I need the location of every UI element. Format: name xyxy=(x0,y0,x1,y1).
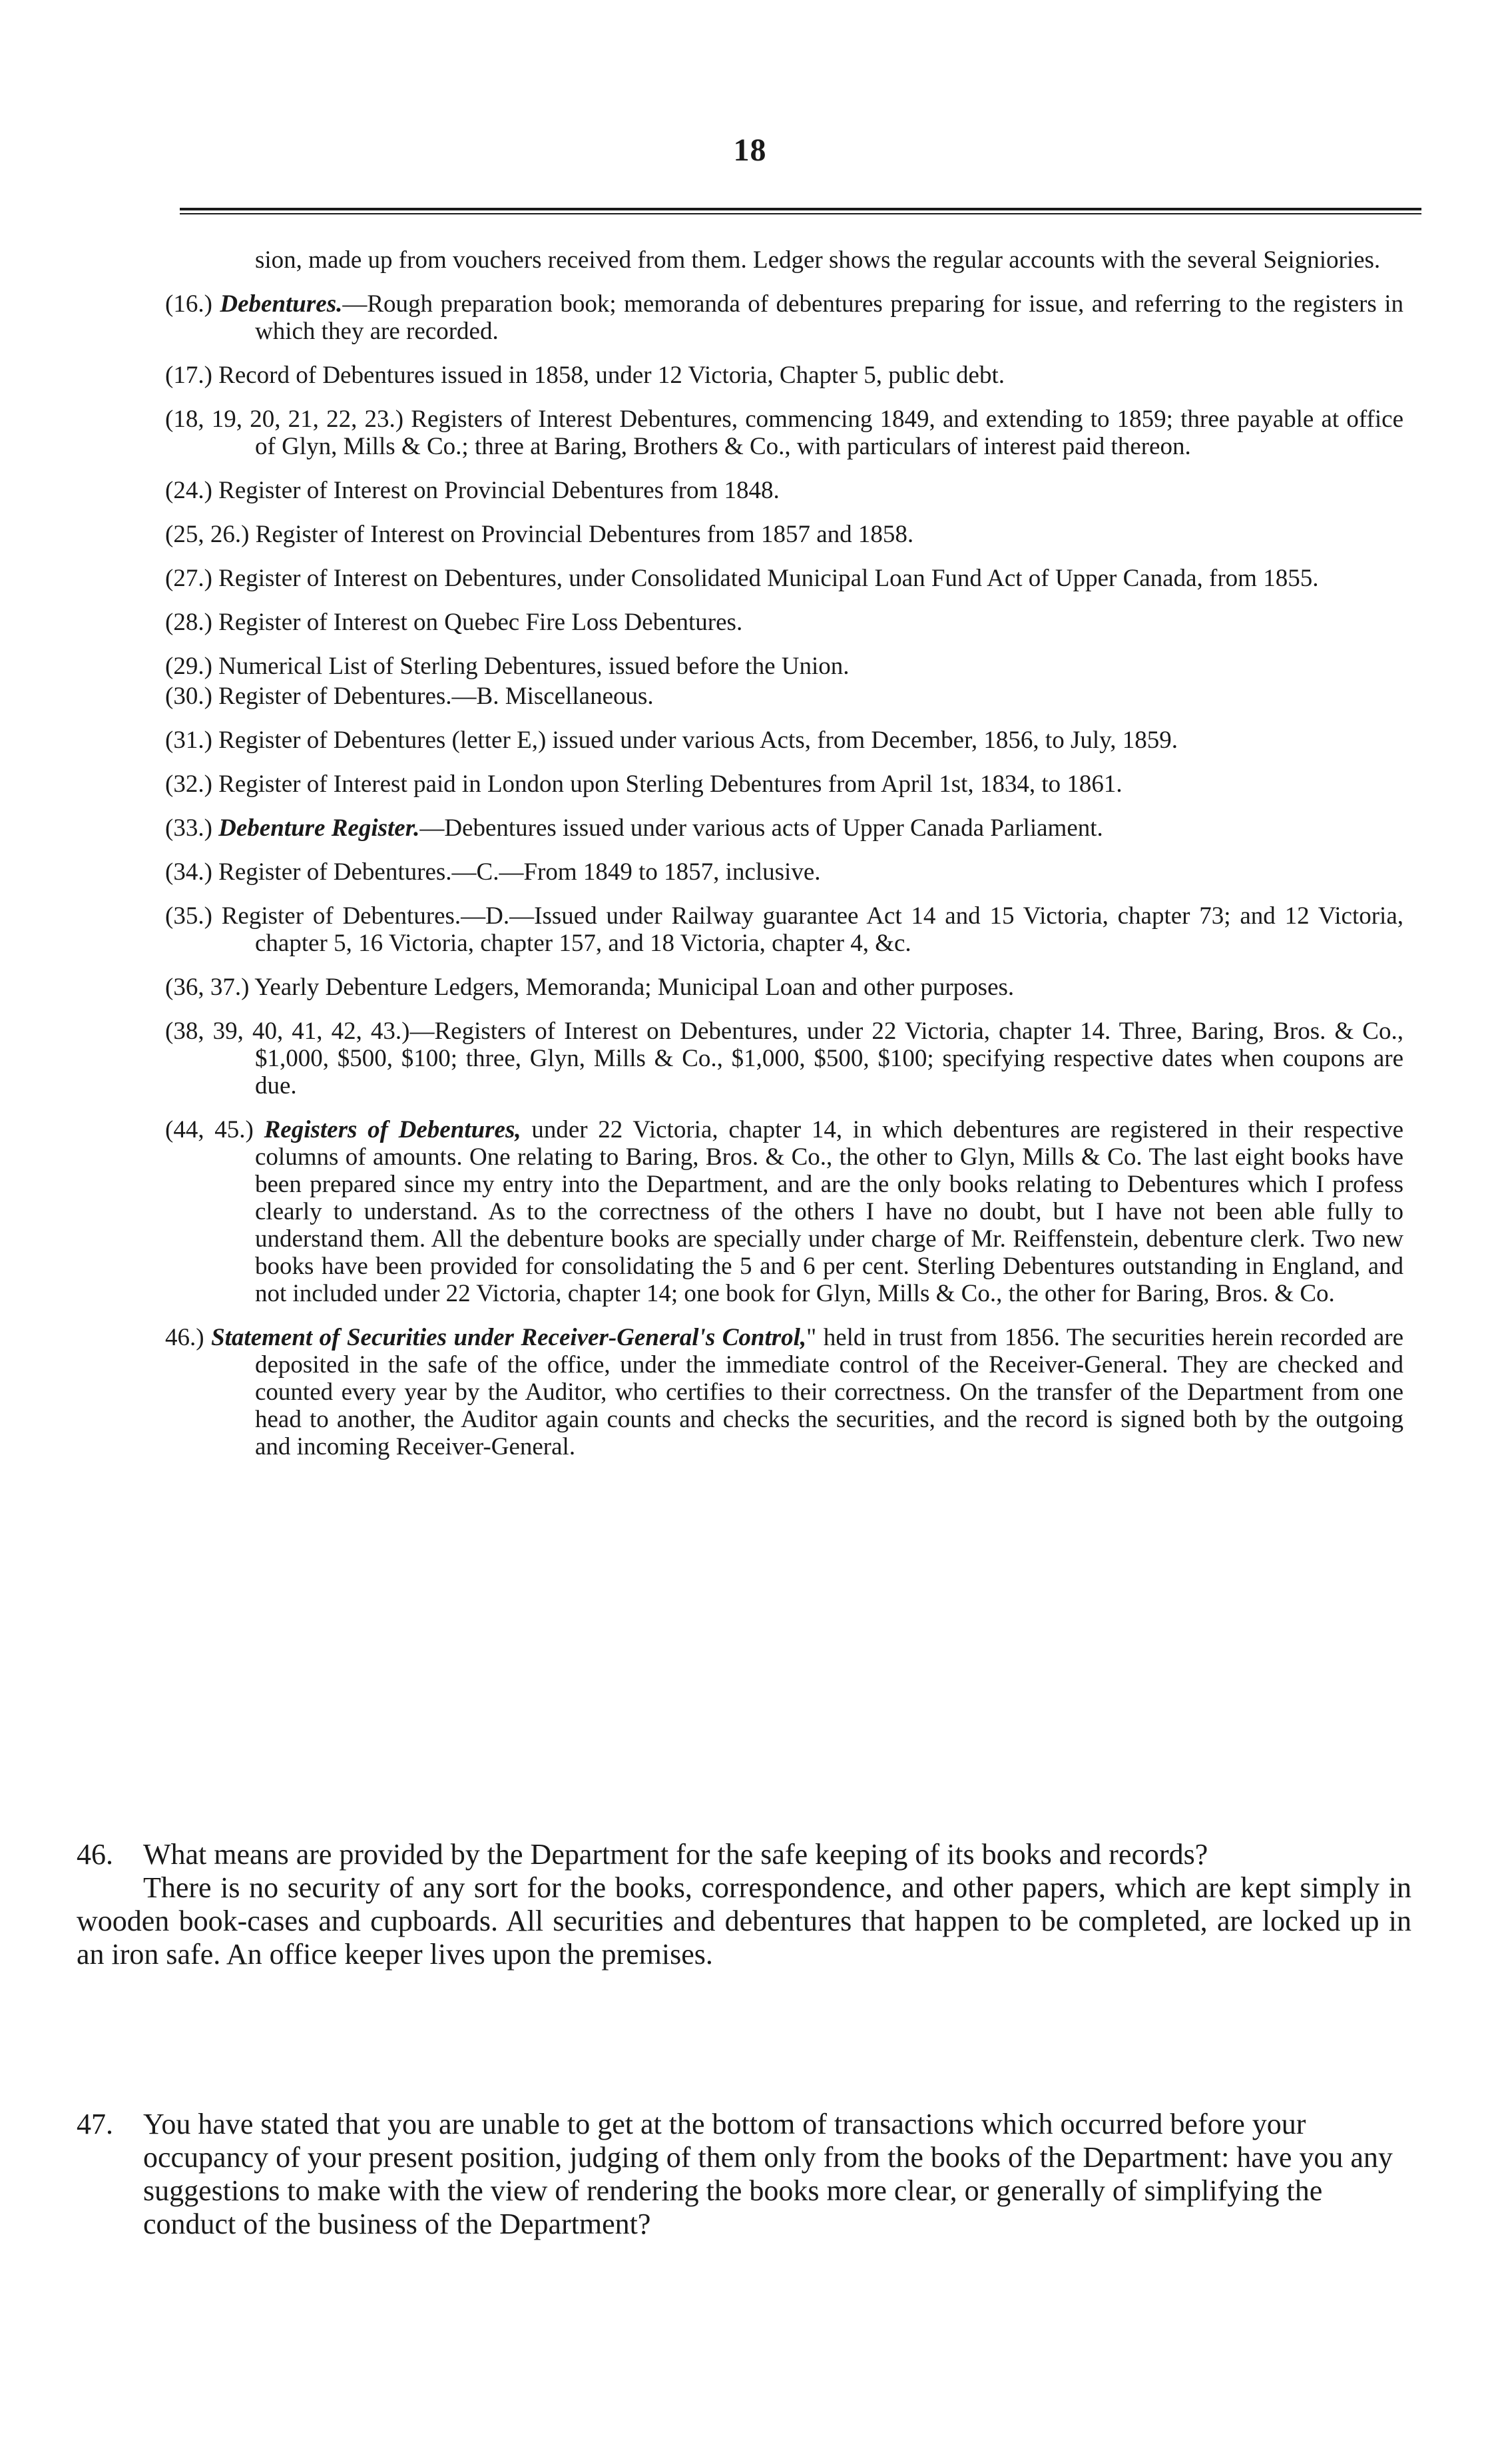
list-item: (28.) Register of Interest on Quebec Fire Loss Debentures. xyxy=(165,609,743,636)
header-rule xyxy=(180,208,1421,210)
question-46: 46. What means are provided by the Department for the safe keeping of its books and records? xyxy=(77,1838,1208,1871)
question-46-block xyxy=(77,1838,1411,1971)
page-number: 18 xyxy=(733,133,767,168)
list-item: (36, 37.) Yearly Debenture Ledgers, Memoranda; Municipal Loan and other purposes. xyxy=(165,974,1015,1001)
answer-46: There is no security of any sort for the books, correspondence, and other papers, which are kept simply in wooden book-cases and cupboards. All securities and debentures that happen to be completed, are locked up in an iron safe. An office keeper lives upon the premises. xyxy=(77,1871,1411,1971)
list-item: 46.) Statement of Securities under Receiver-General's Control," held in trust from 1856. The securities herein recorded are deposited in the safe of the office, under the immediate control of the Receiver-General. They are checked and counted every year by the Auditor, who certifies to their correctness. On the transfer of the Department from one head to another, the Auditor again counts and checks the securities, and the record is signed both by the outgoing and incoming Receiver-General. xyxy=(165,1324,1404,1460)
list-item: (16.) Debentures.—Rough preparation book; memoranda of debentures preparing for issue, and referring to the registers in which they are recorded. xyxy=(165,290,1404,345)
list-item: (44, 45.) Registers of Debentures, under 22 Victoria, chapter 14, in which debentures are registered in their respective columns of amounts. One relating to Baring, Bros. & Co., the other to Glyn, Mills & Co. The last eight books have been prepared since my entry into the Department, and are the only books relating to Debentures which I profess clearly to understand. As to the correctness of the others I have no doubt, but I have not been able fully to understand them. All the debenture books are specially under charge of Mr. Reiffenstein, debenture clerk. Two new books have been provided for consolidating the 5 and 6 per cent. Sterling Debentures outstanding in England, and not included under 22 Victoria, chapter 14; one book for Glyn, Mills & Co., the other for Baring, Bros. & Co. xyxy=(165,1116,1403,1307)
list-item: (29.) Numerical List of Sterling Debentures, issued before the Union. xyxy=(165,653,850,680)
list-item: sion, made up from vouchers received from them. Ledger shows the regular accounts with the several Seigniories. xyxy=(255,246,1381,274)
question-47: 47. You have stated that you are unable to get at the bottom of transactions which occurred before your occupancy of your present position, judging of them only from the books of the Department: have you any suggestions to make with the view of rendering the books more clear, or generally of simplifying the conduct of the business of the Department? xyxy=(77,2108,1393,2240)
list-item: (30.) Register of Debentures.—B. Miscellaneous. xyxy=(165,683,654,710)
list-item: (34.) Register of Debentures.—C.—From 1849 to 1857, inclusive. xyxy=(165,858,821,886)
list-item: (33.) Debenture Register.—Debentures issued under various acts of Upper Canada Parliament. xyxy=(165,814,1103,842)
header-rule-thin xyxy=(180,213,1421,214)
list-item: (27.) Register of Interest on Debentures, under Consolidated Municipal Loan Fund Act of Upper Canada, from 1855. xyxy=(165,565,1319,592)
list-item: (17.) Record of Debentures issued in 1858, under 12 Victoria, Chapter 5, public debt. xyxy=(165,362,1005,389)
question-47-block xyxy=(77,2108,1411,2241)
list-item: (38, 39, 40, 41, 42, 43.)—Registers of Interest on Debentures, under 22 Victoria, chapter 14. Three, Baring, Bros. & Co., $1,000, $500, $100; three, Glyn, Mills & Co., $1,000, $500, $100; specifying respective dates when coupons are due. xyxy=(165,1018,1403,1099)
list-item: (18, 19, 20, 21, 22, 23.) Registers of Interest Debentures, commencing 1849, and extending to 1859; three payable at office of Glyn, Mills & Co.; three at Baring, Brothers & Co., with particulars of interest paid thereon. xyxy=(165,406,1403,460)
list-item: (35.) Register of Debentures.—D.—Issued under Railway guarantee Act 14 and 15 Victoria, chapter 73; and 12 Victoria, chapter 5, 16 Victoria, chapter 157, and 18 Victoria, chapter 4, &c. xyxy=(165,902,1403,957)
list-item: (31.) Register of Debentures (letter E,) issued under various Acts, from December, 1856, to July, 1859. xyxy=(165,727,1178,754)
list-item: (24.) Register of Interest on Provincial Debentures from 1848. xyxy=(165,477,780,504)
register-list xyxy=(165,246,1403,1477)
list-item: (32.) Register of Interest paid in London upon Sterling Debentures from April 1st, 1834, to 1861. xyxy=(165,770,1123,798)
list-item: (25, 26.) Register of Interest on Provincial Debentures from 1857 and 1858. xyxy=(165,521,914,548)
